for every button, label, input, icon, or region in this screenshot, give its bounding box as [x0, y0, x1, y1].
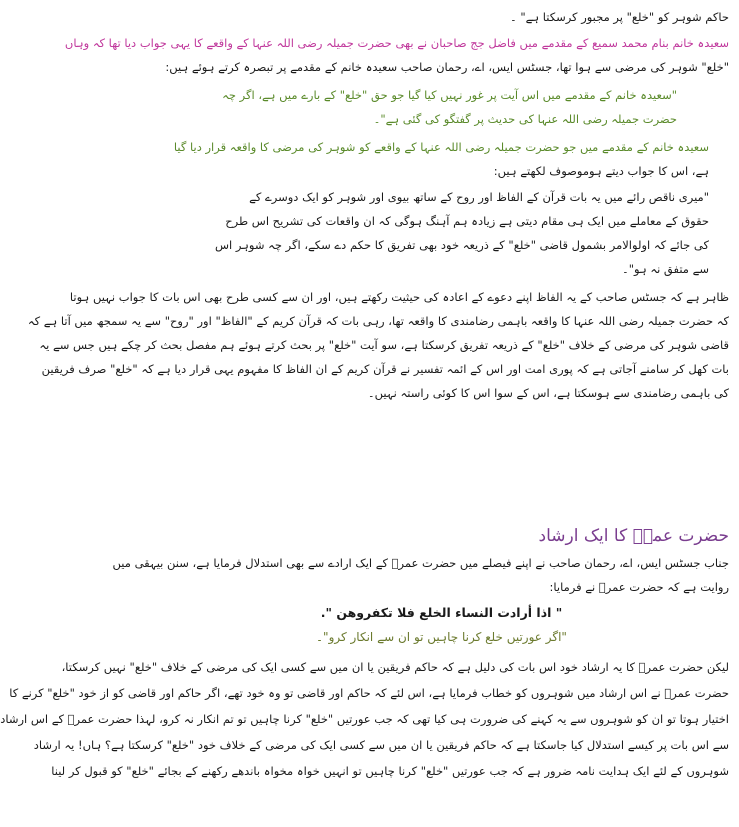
- quote-line: سے متفق نہ ہو"۔: [621, 262, 709, 276]
- text-line: حاکم شوہر کو "خلع" پر مجبور کرسکتا ہے" ۔: [509, 10, 729, 24]
- text-line: حضرت عمرؓ نے اس ارشاد میں شوہروں کو خطاب فرمایا ہے، اس لئے کہ حاکم اور قاضی تو وہ خود تھے، اگر حاکم اور قاضی کو از خود "خلع" کرنے کا: [9, 686, 729, 700]
- text-line: کی باہمی رضامندی سے ہوسکتا ہے، اس کے سوا اس کا کوئی راستہ نہیں۔: [367, 386, 729, 400]
- text-line: قاضی شوہر کی مرضی کے خلاف "خلع" کے ذریعہ تفریق کرسکتا ہے، سو آیت "خلع" پر بحث کرتے ہوئے ہم مفصل بحث کر چکے ہیں جس سے یہ: [39, 338, 729, 352]
- text-line: کہ حضرت جمیلہ رضی اللہ عنہا کا واقعہ باہمی رضامندی کا واقعہ تھا، رہی بات کہ قرآن کریم کے "الفاظ" اور "روح" سے یہ سمجھ میں آتا ہے کہ: [27, 314, 729, 328]
- quote-line: حضرت جمیلہ رضی اللہ عنہا کی حدیث پر گفتگو کی گئی ہے"۔: [373, 112, 677, 126]
- text-line: "خلع" شوہر کی مرضی سے ہوا تھا، جسٹس ایس، اے، رحمان صاحب سعیدہ خانم کے مقدمے پر تبصرہ کرتے ہوئے ہیں:: [165, 60, 729, 74]
- text-line: سعیدہ خانم بنام محمد سمیع کے مقدمے میں فاضل جج صاحبان نے بھی حضرت جمیلہ رضی اللہ عنہا کے واقعے کا یہی جواب دیا تھا کہ وہاں: [64, 36, 729, 50]
- text-line: جناب جسٹس ایس، اے، رحمان صاحب نے اپنے فیصلے میں حضرت عمرؓ کے ایک ارادے سے بھی استدلال فرمایا ہے، سنن بیہقی میں: [112, 556, 729, 570]
- text-line: ظاہر ہے کہ جسٹس صاحب کے یہ الفاظ اپنے دعوے کے اعادہ کی حیثیت رکھتے ہیں، اور ان سے کسی طرح بھی اس بات کا جواب نہیں ہوتا: [69, 290, 729, 304]
- quote-line: "سعیدہ خانم کے مقدمے میں اس آیت پر غور نہیں کیا گیا جو حق "خلع" کے بارے میں ہے، اگر چہ: [222, 88, 677, 102]
- text-line: سے اس بات پر کیسے استدلال کیا جاسکتا ہے کہ حاکم فریقین یا ان میں سے کسی ایک کی مرضی کے خلاف خود "خلع" کرسکتا ہے؟ ہاں! یہ ارشاد: [33, 738, 729, 752]
- text-line: ہے، اس کا جواب دیتے ہوموصوف لکھتے ہیں:: [493, 164, 709, 178]
- text-line: بات کھل کر سامنے آجاتی ہے کہ پوری امت اور اس کے ائمہ تفسیر نے قرآن کریم کے ان الفاظ کا مفہوم یہی قرار دیا ہے کہ "خلع" صرف فریقین: [41, 362, 729, 376]
- quote-line: "میری ناقص رائے میں یہ بات قرآن کے الفاظ اور روح کے ساتھ بیوی اور شوہر کو ایک دوسرے کے: [249, 190, 709, 204]
- text-line: لیکن حضرت عمرؓ کا یہ ارشاد خود اس بات کی دلیل ہے کہ حاکم فریقین یا ان میں سے کسی ایک کی مرضی کے خلاف "خلع" نہیں کرسکتا،: [61, 660, 729, 674]
- text-line: روایت ہے کہ حضرت عمرؓ نے فرمایا:: [549, 580, 729, 594]
- quote-line: کی جائے کہ اولوالامر بشمول قاضی "خلع" کے ذریعہ خود بھی تفریق کا حکم دے سکے، اگر چہ شوہر اس: [214, 238, 709, 252]
- text-line: سعیدہ خانم کے مقدمے میں جو حضرت جمیلہ رضی اللہ عنہا کے واقعے کو شوہر کی مرضی کا واقعہ قرار دیا گیا: [173, 140, 709, 154]
- text-line: اختیار ہوتا تو ان کو شوہروں سے یہ کہنے کی ضرورت ہی کیا تھی کہ جب عورتیں "خلع" کرنا چاہیں تو تم انکار نہ کرو، لہذا حضرت عمرؓ کے اس ارشاد: [0, 712, 729, 726]
- arabic-quote: " اذا أرادت النساء الخلع فلا تكفروهن ".: [320, 605, 563, 620]
- translation-line: "اگر عورتیں خلع کرنا چاہیں تو ان سے انکار کرو"۔: [316, 630, 567, 644]
- quote-line: حقوق کے معاملے میں ایک ہی مقام دیتی ہے زیادہ ہم آہنگ ہوگی کہ ان واقعات کی تشریح اس طرح: [225, 214, 709, 228]
- text-line: شوہروں کے لئے ایک ہدایت نامہ ضرور ہے کہ جب عورتیں "خلع" کرنا چاہیں تو انہیں خواہ مخواہ باندھے رکھنے کے بجائے "خلع" کو قبول کر لینا: [51, 764, 729, 778]
- section-heading: حضرت عمرؓ کا ایک ارشاد: [538, 526, 729, 546]
